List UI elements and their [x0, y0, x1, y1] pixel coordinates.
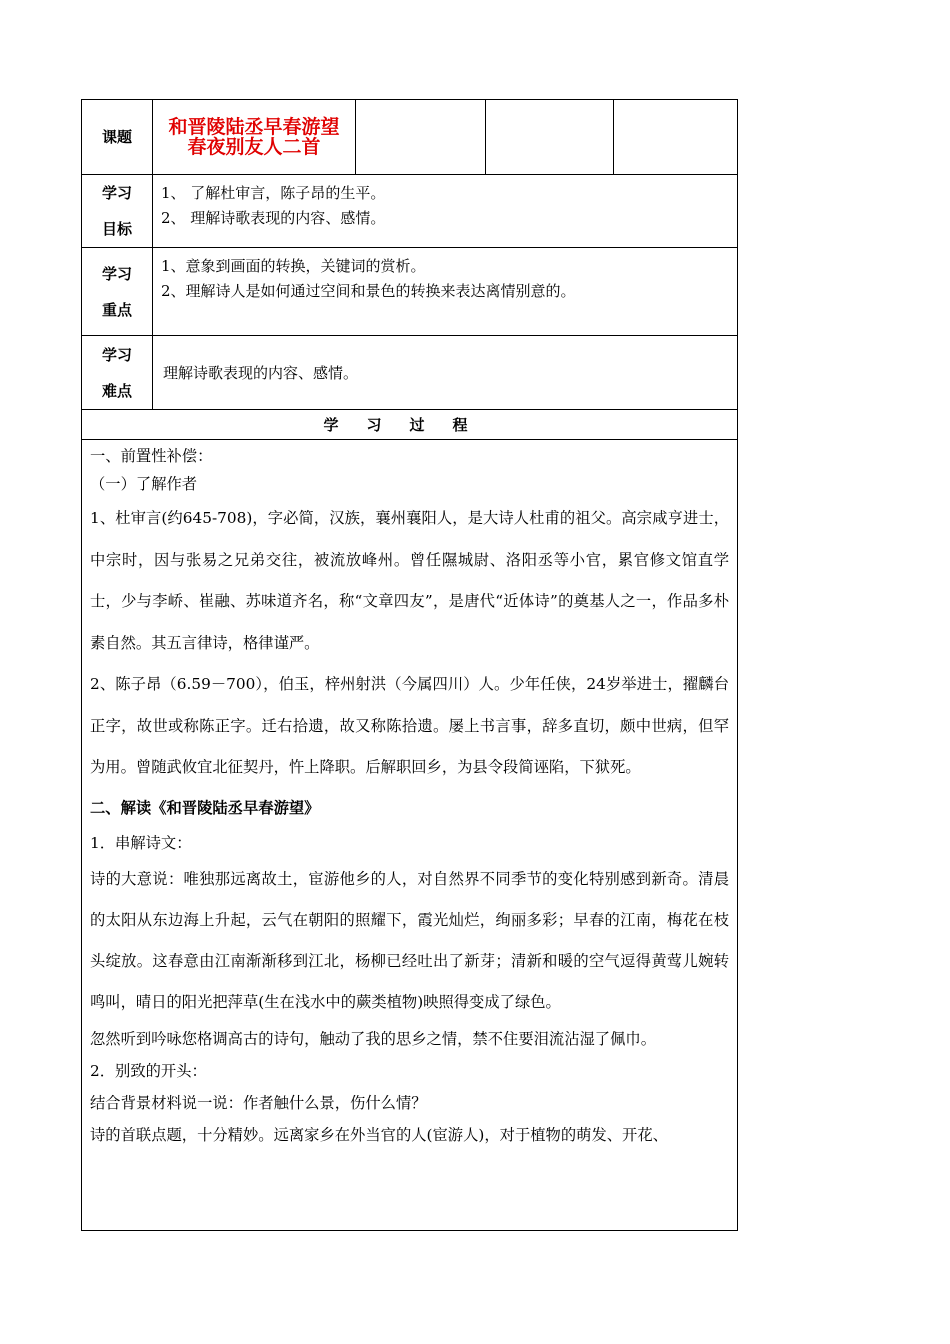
lesson-title-line2: 春夜别友人二首 [187, 136, 321, 158]
key-point-item: 2、理解诗人是如何通过空间和景色的转换来表达离情别意的。 [161, 282, 576, 300]
section1-subheading: （一）了解作者 [90, 475, 198, 493]
empty-cell [614, 100, 738, 175]
lesson-plan-table [81, 99, 738, 1231]
difficulties-content: 理解诗歌表现的内容、感情。 [153, 336, 738, 410]
empty-cell [486, 100, 614, 175]
author-paragraph-1: 1、杜审言(约645-708)，字必简，汉族，襄州襄阳人，是大诗人杜甫的祖父。高宗咸亨进士，中宗时，因与张易之兄弟交往，被流放峰州。曾任隰城尉、洛阳丞等小官，累官修文馆直学士，少与李峤、崔融、苏味道齐名，称“文章四友”，是唐代“近体诗”的奠基人之一，作品多朴素自然。其五言律诗，格律谨严。 [90, 509, 729, 652]
key-point-item: 1、意象到画面的转换，关键词的赏析。 [161, 257, 426, 275]
objectives-label-line2: 目标 [101, 220, 132, 238]
difficulties-label-line2: 难点 [101, 381, 132, 400]
meaning-paragraph-2: 忽然听到吟咏您格调高古的诗句，触动了我的思乡之情，禁不住要泪流沾湿了佩巾。 [90, 1029, 656, 1048]
item1-heading: 1．串解诗文： [90, 833, 192, 852]
meaning-paragraph: 诗的大意说：唯独那远离故土，宦游他乡的人，对自然界不同季节的变化特别感到新奇。清晨的太阳从东边海上升起，云气在朝阳的照耀下，霞光灿烂，绚丽多彩；早春的江南，梅花在枝头绽放。这春意由江南渐渐移到江北，杨柳已经吐出了新芽；清新和暖的空气逗得黄莺儿婉转鸣叫，晴日的阳光把萍草(生在浅水中的蕨类植物)映照得变成了绿色。 [90, 869, 729, 1011]
lesson-title [153, 100, 356, 175]
objectives-row [82, 175, 738, 248]
section2-heading: 二、解读《和晋陵陆丞早春游望》 [90, 798, 320, 817]
author-paragraph-2: 2、陈子昂（6.59－700），伯玉，梓州射洪（今属四川）人。少年任侠，24岁举进士，擢麟台正字，故世或称陈正字。迁右拾遗，故又称陈拾遗。屡上书言事，辞多直切，颇中世病，但罕为用。曾随武攸宜北征契丹，忤上降职。后解职回乡，为县令段简诬陷，下狱死。 [90, 675, 729, 776]
question-line: 结合背景材料说一说：作者触什么景，伤什么情？ [90, 1093, 427, 1112]
item2-heading: 2．别致的开头： [90, 1061, 207, 1080]
key-points-content [153, 248, 738, 336]
empty-cell [356, 100, 486, 175]
process-body [82, 440, 738, 1231]
lesson-title-line1: 和晋陵陆丞早春游望 [168, 116, 340, 138]
objectives-label-line1: 学习 [101, 184, 132, 202]
key-points-label [82, 248, 153, 336]
process-body-row [82, 440, 738, 1231]
header-row [82, 100, 738, 175]
key-points-row [82, 248, 738, 336]
difficulties-label-line1: 学习 [101, 345, 132, 364]
difficulties-label [82, 336, 153, 410]
objectives-label [82, 175, 153, 248]
key-points-label-line1: 学习 [101, 264, 132, 283]
process-title-row [82, 410, 738, 440]
topic-label: 课题 [82, 100, 153, 175]
objective-item: 1、 了解杜审言，陈子昂的生平。 [161, 184, 386, 202]
difficulties-row [82, 336, 738, 410]
key-points-label-line2: 重点 [101, 300, 132, 319]
answer-line: 诗的首联点题，十分精妙。远离家乡在外当官的人(宦游人)，对于植物的萌发、开花、 [90, 1125, 668, 1144]
process-title: 学习过程 [82, 410, 738, 440]
objectives-content [153, 175, 738, 248]
objective-item: 2、 理解诗歌表现的内容、感情。 [161, 209, 386, 227]
section1-heading: 一、前置性补偿： [90, 447, 213, 465]
